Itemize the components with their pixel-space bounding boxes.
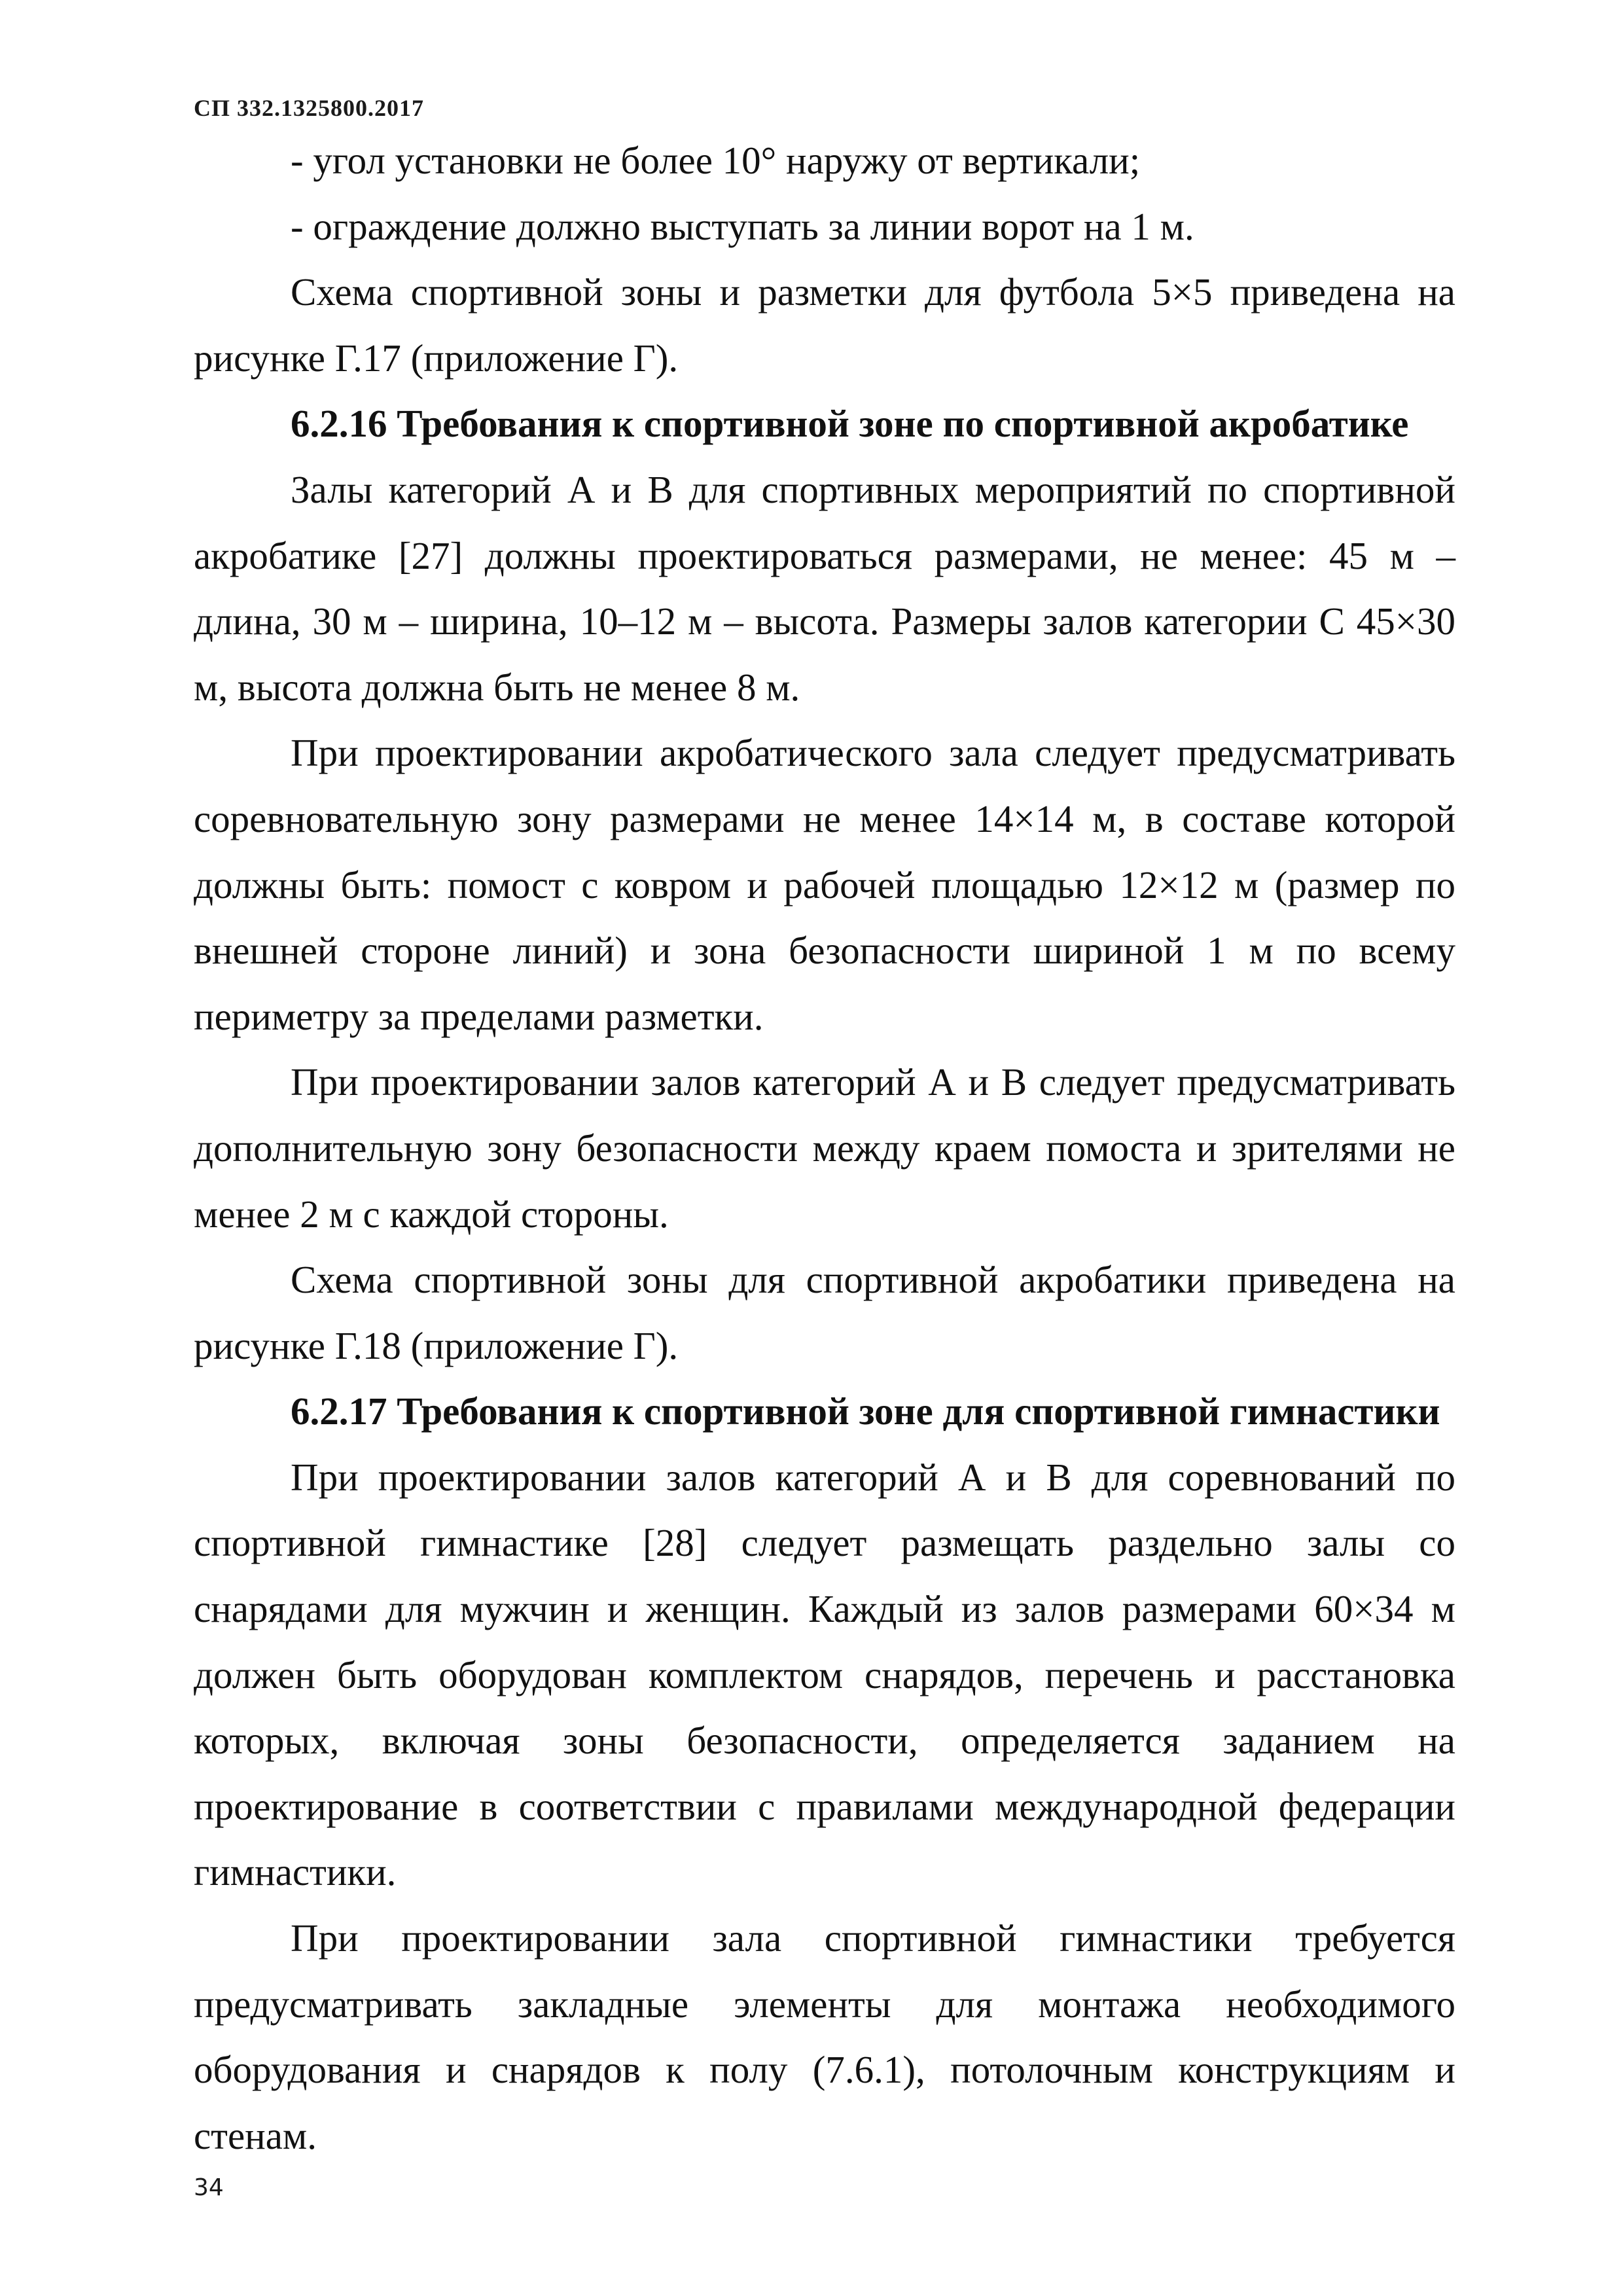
paragraph-fence: - ограждение должно выступать за линии ворот на 1 м. [291,204,1194,248]
paragraph-gymnastics-halls: При проектировании залов категорий А и В для соревнований по спортивной гимнастике [28] следует размещать раздельно залы со снарядами для мужчин и женщин. Каждый из залов размерами 60×34 м должен быть оборудован комплектом снарядов, перечень и расстановка которых, включая зоны безопасности, определяется заданием на проектирование в соответствии с правилами международной федерации гимнастики. [194,1455,1455,1894]
document-body [194,128,1455,2168]
paragraph-football-scheme: Схема спортивной зоны и разметки для футбола 5×5 приведена на рисунке Г.17 (приложение Г). [194,270,1455,380]
paragraph-angle: - угол установки не более 10° наружу от вертикали; [291,139,1141,182]
section-heading-acrobatics: 6.2.16 Требования к спортивной зоне по спортивной акробатике [291,402,1409,446]
section-heading-gymnastics: 6.2.17 Требования к спортивной зоне для спортивной гимнастики [291,1390,1440,1433]
page-number: 34 [194,2174,224,2201]
paragraph-acrobatics-scheme: Схема спортивной зоны для спортивной акробатики приведена на рисунке Г.18 (приложение Г). [194,1258,1455,1367]
paragraph-gymnastics-embedded-elements: При проектировании зала спортивной гимнастики требуется предусматривать закладные элементы для монтажа необходимого оборудования и снарядов к полу (7.6.1), потолочным конструкциям и стенам. [194,1916,1455,2157]
paragraph-acrobatics-safety-zone: При проектировании залов категорий А и В следует предусматривать дополнительную зону безопасности между краем помоста и зрителями не менее 2 м с каждой стороны. [194,1060,1455,1236]
paragraph-acrobatics-competition-zone: При проектировании акробатического зала следует предусматривать соревновательную зону размерами не менее 14×14 м, в составе которой должны быть: помост с ковром и рабочей площадью 12×12 м (размер по внешней стороне линий) и зона безопасности шириной 1 м по всему периметру за пределами разметки. [194,731,1455,1038]
paragraph-acrobatics-halls: Залы категорий А и В для спортивных мероприятий по спортивной акробатике [27] должны проектироваться размерами, не менее: 45 м – длина, 30 м – ширина, 10–12 м – высота. Размеры залов категории С 45×30 м, высота должна быть не менее 8 м. [194,467,1455,709]
document-code: СП 332.1325800.2017 [194,95,424,121]
